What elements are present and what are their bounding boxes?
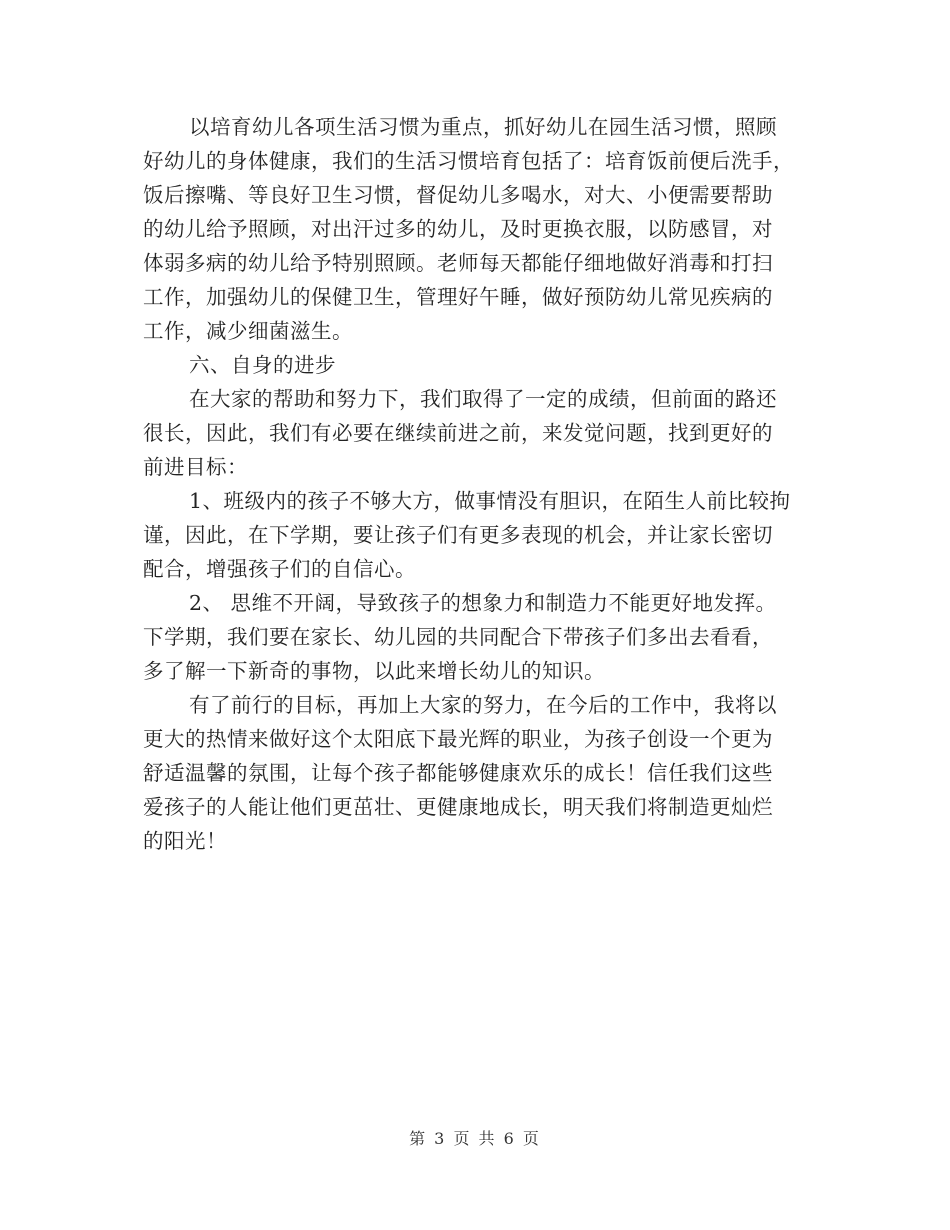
list-item-1 [143,484,813,586]
text-line: 体弱多病的幼儿给予特别照顾。老师每天都能仔细地做好消毒和打扫 [143,251,773,275]
text-line: 下学期，我们要在家长、幼儿园的共同配合下带孩子们多出去看看， [143,625,773,649]
text-line: 以培育幼儿各项生活习惯为重点，抓好幼儿在园生活习惯，照顾 [189,115,777,139]
text-line: 2、 思维不开阔，导致孩子的想象力和制造力不能更好地发挥。 [189,591,777,615]
paragraph-living-habits [143,110,813,348]
text-line: 配合，增强孩子们的自信心。 [143,557,416,581]
paragraph-conclusion [143,688,813,858]
text-line: 很长，因此，我们有必要在继续前进之前，来发觉问题，找到更好的 [143,421,773,445]
text-line: 有了前行的目标，再加上大家的努力，在今后的工作中，我将以 [189,693,777,717]
page-number-footer: 第 3 页 共 6 页 [409,1129,541,1148]
text-line: 工作，加强幼儿的保健卫生，管理好午睡，做好预防幼儿常见疾病的 [143,285,773,309]
text-line: 的幼儿给予照顾，对出汗过多的幼儿，及时更换衣服，以防感冒，对 [143,217,773,241]
text-line: 在大家的帮助和努力下，我们取得了一定的成绩，但前面的路还 [189,387,777,411]
text-line: 饭后擦嘴、等良好卫生习惯，督促幼儿多喝水，对大、小便需要帮助 [143,183,773,207]
text-line: 的阳光！ [143,829,227,853]
paragraph-progress-intro [143,382,813,484]
text-line: 工作，减少细菌滋生。 [143,319,353,343]
text-line: 爱孩子的人能让他们更茁壮、更健康地成长，明天我们将制造更灿烂 [143,795,773,819]
list-item-2 [143,586,813,688]
text-line: 六、自身的进步 [189,353,336,377]
text-line: 舒适温馨的氛围，让每个孩子都能够健康欢乐的成长！信任我们这些 [143,761,773,785]
document-body [143,110,813,858]
text-line: 多了解一下新奇的事物，以此来增长幼儿的知识。 [143,659,605,683]
text-line: 更大的热情来做好这个太阳底下最光辉的职业，为孩子创设一个更为 [143,727,773,751]
text-line: 前进目标： [143,455,248,479]
section-heading-self-progress [143,348,813,382]
text-line: 1、班级内的孩子不够大方，做事情没有胆识，在陌生人前比较拘 [189,489,791,513]
text-line: 谨，因此，在下学期，要让孩子们有更多表现的机会，并让家长密切 [143,523,773,547]
text-line: 好幼儿的身体健康，我们的生活习惯培育包括了：培育饭前便后洗手， [143,149,794,173]
